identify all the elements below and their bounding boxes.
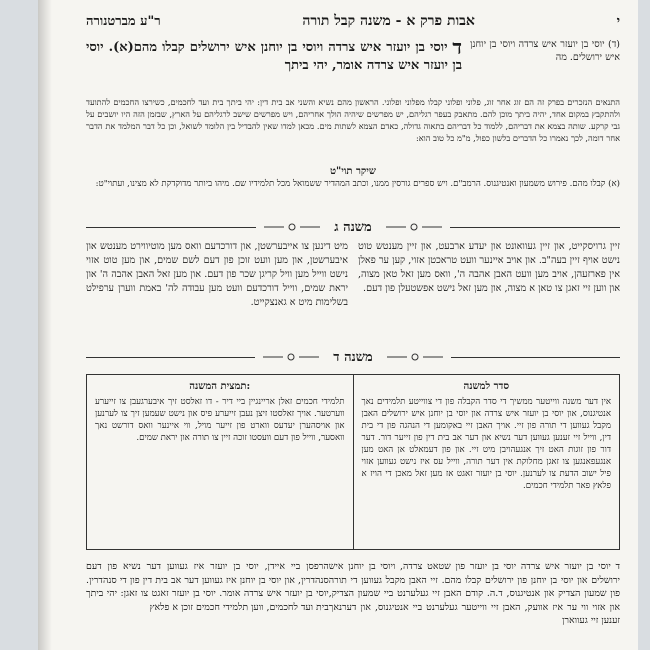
ornament-icon bbox=[263, 352, 319, 362]
note-title: שיקר תוי"ט bbox=[330, 166, 376, 177]
bottom-column-right: ד יוסי בן יועזר איש צרדה יוסי בן יועזר פון שטאט צרדה, ויוסי בן יוחנן איש ירושלים און יוסי בן יוחנן פון ירושלים קבלו מהם. זיי האבן מקבל געווען די תורה פון שמעון הצדיק און אנטיגנוס, ד.ה. קודם האבן זיי געלערנט ביי שמעון הצדיק, און אזוי ווי ער איז אוועק, האבן זיי ווייטער געלערנט ביי אנטיגנוס, און דערנאך זענען זיי געווארן bbox=[328, 561, 620, 626]
divider-line bbox=[450, 227, 620, 228]
column-right: זיין גרויסקייט, און זיין געוואונט און יעדע ארבעט, און זיין מענטש טוט נישט אויף זיין בעה"ב. און אויב איינער וועט טראכטן אזוי, קען ער פאלן אין פארזעהן, אויב מען וועט האבן אהבה ה', וואס מען זאל טאן מצוה, און ווען זיי זאגן צו טאן א מצוה, און מען זאל נישט אפשטעלן פון דעם. bbox=[358, 241, 620, 294]
box-column-left bbox=[87, 375, 354, 549]
mishnah-g-columns bbox=[86, 240, 620, 310]
section-divider-mishnah-g bbox=[86, 218, 620, 236]
bottom-column-left: הרפסן ביי איידן, יוסי בן יועזר איז געווען דער נשיא פון דעם סנהדרין, און יוסי בן יוחנן איז געווען דער אב בית דין פון די סנהדרין. יוסי בן יועזר איש צרדה אומר. יוסי בן יועזר זאגט צו זאגן: יהי ביתך בית ועד לחכמים, ווען תלמידי חכמים זוכן א פלאץ bbox=[86, 561, 329, 613]
bottom-translation-columns bbox=[86, 560, 620, 650]
box-text-right: אין דער משנה ווייטער ממשיך די סדר הקבלה פון די צווייטע תלמידים נאך אנטיגנוס, און יוסי בן יועזר איש צרדה און יוסי בן יוחנן איש ירושלים האבן מקבל געווען די תורה פון זיי. אויך האבן זיי באקומען די הנהגה פון די בית דין, ווייל זיי זענען געווען דער נשיא און דער אב בית דין פון זייער דור. דער דור פון זוגות האט זיך אנגעהויבן מיט זיי. און פון דעמאלט אן האט מען אנגעפאנגען צו זאגן מחלוקת אין דער תורה, ווייל עס איז נישט געווען אזוי פיל ישוב הדעת צו לערנען. יוסי בן יועזר זאגט אז מען זאל מאכן די הויז א פלאץ פאר תלמידי חכמים. bbox=[361, 397, 611, 491]
ornament-icon bbox=[264, 222, 320, 232]
cross-reference: (ד) יוסי בן יועזר איש צרדה ויוסי בן יוחנן איש ירושלים. מה bbox=[470, 39, 620, 63]
divider-line bbox=[86, 357, 255, 358]
box-text-left: תלמידי חכמים זאלן אריינגיין ביי דיר - דו זאלסט זיך איבערגעבן צו זייערע ווערטער. אויך זאלסטו זיצן נעבן זייערע פיס און נישט שעמען זיך צו לערנען און אויסהערן יעדעס ווארט פון זייער מויל, ווי איינער וואס דורשט נאך וואסער, ווייל פון דעם וועסטו זוכה זיין צו תורה און יראת שמים. bbox=[95, 397, 345, 443]
ornament-icon bbox=[386, 222, 442, 232]
note-text: (א) קבלו מהם. פירוש משמעון ואנטיגנוס. הרמב"ם. ויש ספרים גורסין ממנו, וכתב המהדיר ששמואל מכל תלמידיו שם. מיהו ביותר מדוקדקת לא מצינו, ועתוי"ט: bbox=[95, 179, 620, 189]
divider-line bbox=[451, 357, 620, 358]
page-header bbox=[86, 10, 620, 32]
box-heading-left: תמצית המשנה: bbox=[189, 381, 251, 392]
column-left: מיט דינען צו אייבערשטן, און דורכדעם וואס מען מוטיווירט מענטש און איבערשטן, און מען וועט זוכן פון דעם לשם שמים, און מען טוט אזוי נישט ווייל מען וויל קריגן שכר פון דעם. און מען זאל האבן אהבה ה' און יראת שמים, ווייל דורכדעם וועט מען עבודה לה' באמת ווערן ערפילט בשלימות מיט א גאנצקייט. bbox=[86, 241, 348, 308]
summary-box bbox=[86, 374, 620, 550]
bartenura-commentary: התנאים הנזכרים בפרק זה הם זוג אחר זוג, פלוני ופלוני קבלו מפלוני ופלוני. הראשון מהם נשיא והשני אב בית דין: יהי ביתך בית ועד לחכמים, כשירצו החכמים להתועד ולהתקבץ במקום אחד, יהיה ביתך מוכן להם. מתאבק בעפר רגליהם, יש מפרשים שיהיה הולך אחריהם, ויש מפרשים שישב לרגליהם על הארץ, שבזמן הזה היו יושבים על גבי קרקע. שותה בצמא את דבריהם, ללמוד כל דבריהם בתאוה גדולה, כאדם הצמא לשתות מים. מכאן למדו שאין להבדיל בין הלומד לשואל, וכן כל דבר המלמד את הדבר אחר דומה, לכך נאמרו כל הדברים בלשון כפול, מ"מ כל טוב הוא: bbox=[86, 97, 620, 143]
box-column-right bbox=[354, 375, 620, 549]
section-label-mishnah-g: משנה ג bbox=[334, 220, 372, 235]
page-number: י bbox=[616, 14, 620, 29]
commentator-name: ר"ע מברטנורה bbox=[86, 14, 161, 29]
page-title: אבות פרק א - משנה קבל תורה bbox=[302, 12, 475, 29]
section-label-mishnah-d: משנה ד bbox=[333, 350, 373, 365]
mishnah-number: ד bbox=[452, 35, 462, 59]
book-page bbox=[38, 0, 638, 650]
mishnah-main-text: יוסי בן יועזר איש צרדה ויוסי בן יוחנן איש ירושלים קבלו מהם(א). יוסי בן יועזר איש צרדה אומר, יהי ביתך bbox=[86, 40, 462, 73]
divider-line bbox=[86, 227, 256, 228]
mishnah-text-block bbox=[86, 35, 620, 74]
box-heading-right: סדר למשנה bbox=[463, 381, 510, 392]
gutter-shadow bbox=[38, 0, 52, 650]
section-divider-mishnah-d bbox=[86, 348, 620, 366]
ornament-icon bbox=[387, 352, 443, 362]
